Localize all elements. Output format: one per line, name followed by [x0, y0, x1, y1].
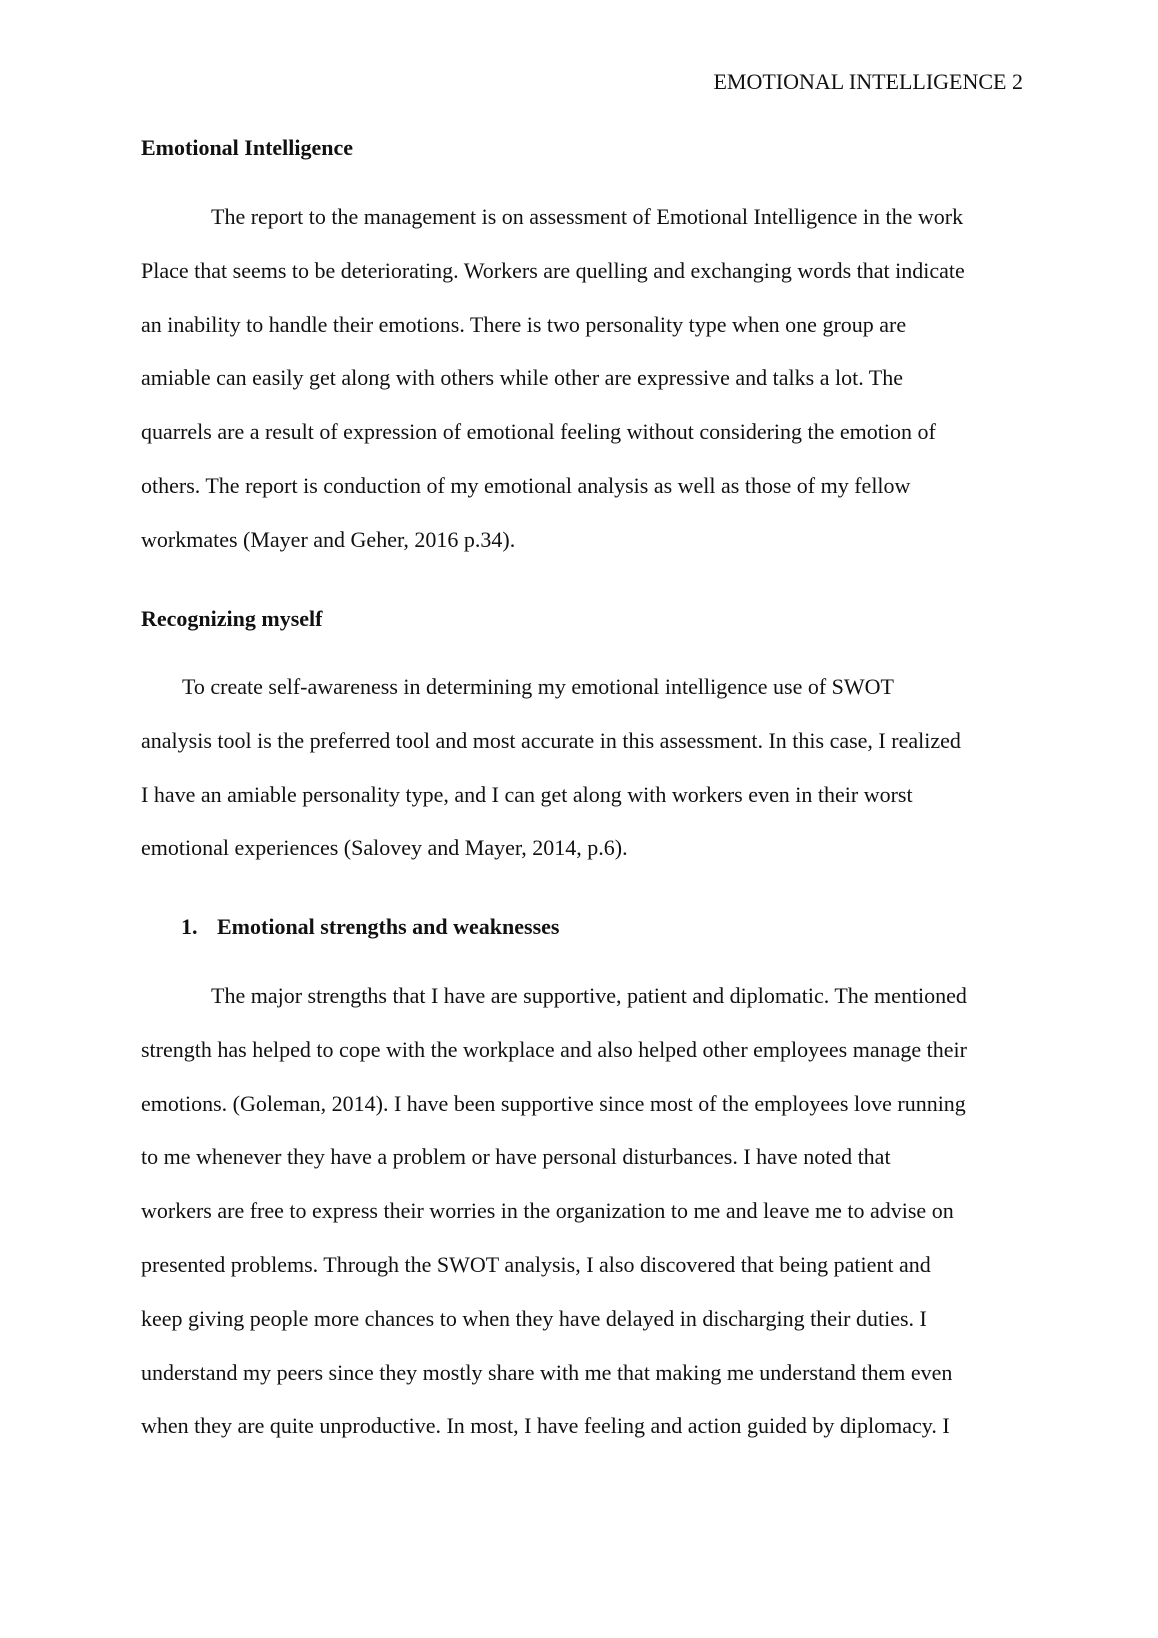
text-line: an inability to handle their emotions. There is two personality type when one group are [141, 311, 907, 337]
text-line: emotions. (Goleman, 2014). I have been supportive since most of the employees love running [141, 1090, 966, 1116]
heading-emotional-strengths [181, 913, 559, 941]
text-line: workers are free to express their worries in the organization to me and leave me to advise on [141, 1198, 954, 1224]
text-line: emotional experiences (Salovey and Mayer, 2014, p.6). [141, 835, 628, 861]
text-line: presented problems. Through the SWOT analysis, I also discovered that being patient and [141, 1251, 931, 1277]
text-line: The report to the management is on assessment of Emotional Intelligence in the work [211, 204, 964, 229]
list-number: 1. [181, 914, 198, 939]
text-line: Place that seems to be deteriorating. Workers are quelling and exchanging words that indicate [141, 257, 965, 283]
heading-recognizing-myself: Recognizing myself [141, 606, 323, 631]
paragraph-introduction [141, 190, 1041, 567]
text-line: strength has helped to cope with the workplace and also helped other employees manage their [141, 1036, 967, 1062]
heading-emotional-intelligence: Emotional Intelligence [141, 135, 354, 160]
text-line: to me whenever they have a problem or have personal disturbances. I have noted that [141, 1144, 891, 1170]
heading-text: Emotional strengths and weaknesses [217, 914, 560, 939]
text-line: workmates (Mayer and Geher, 2016 p.34). [141, 526, 516, 552]
text-line: analysis tool is the preferred tool and most accurate in this assessment. In this case, I realized [141, 727, 961, 753]
text-line: I have an amiable personality type, and I can get along with workers even in their worst [141, 781, 913, 807]
paragraph-recognizing-myself [141, 660, 1041, 875]
text-line: The major strengths that I have are supportive, patient and diplomatic. The mentioned [211, 983, 967, 1008]
paragraph-strengths [141, 969, 1041, 1453]
text-line: quarrels are a result of expression of emotional feeling without considering the emotion of [141, 419, 936, 445]
text-line: others. The report is conduction of my emotional analysis as well as those of my fellow [141, 472, 911, 498]
text-line: when they are quite unproductive. In most, I have feeling and action guided by diplomacy. I [141, 1413, 950, 1439]
text-line: amiable can easily get along with others while other are expressive and talks a lot. The [141, 365, 904, 391]
running-head: EMOTIONAL INTELLIGENCE 2 [713, 69, 1023, 94]
text-line: To create self-awareness in determining my emotional intelligence use of SWOT [182, 674, 894, 699]
text-line: keep giving people more chances to when they have delayed in discharging their duties. I [141, 1305, 927, 1331]
text-line: understand my peers since they mostly share with me that making me understand them even [141, 1359, 953, 1385]
